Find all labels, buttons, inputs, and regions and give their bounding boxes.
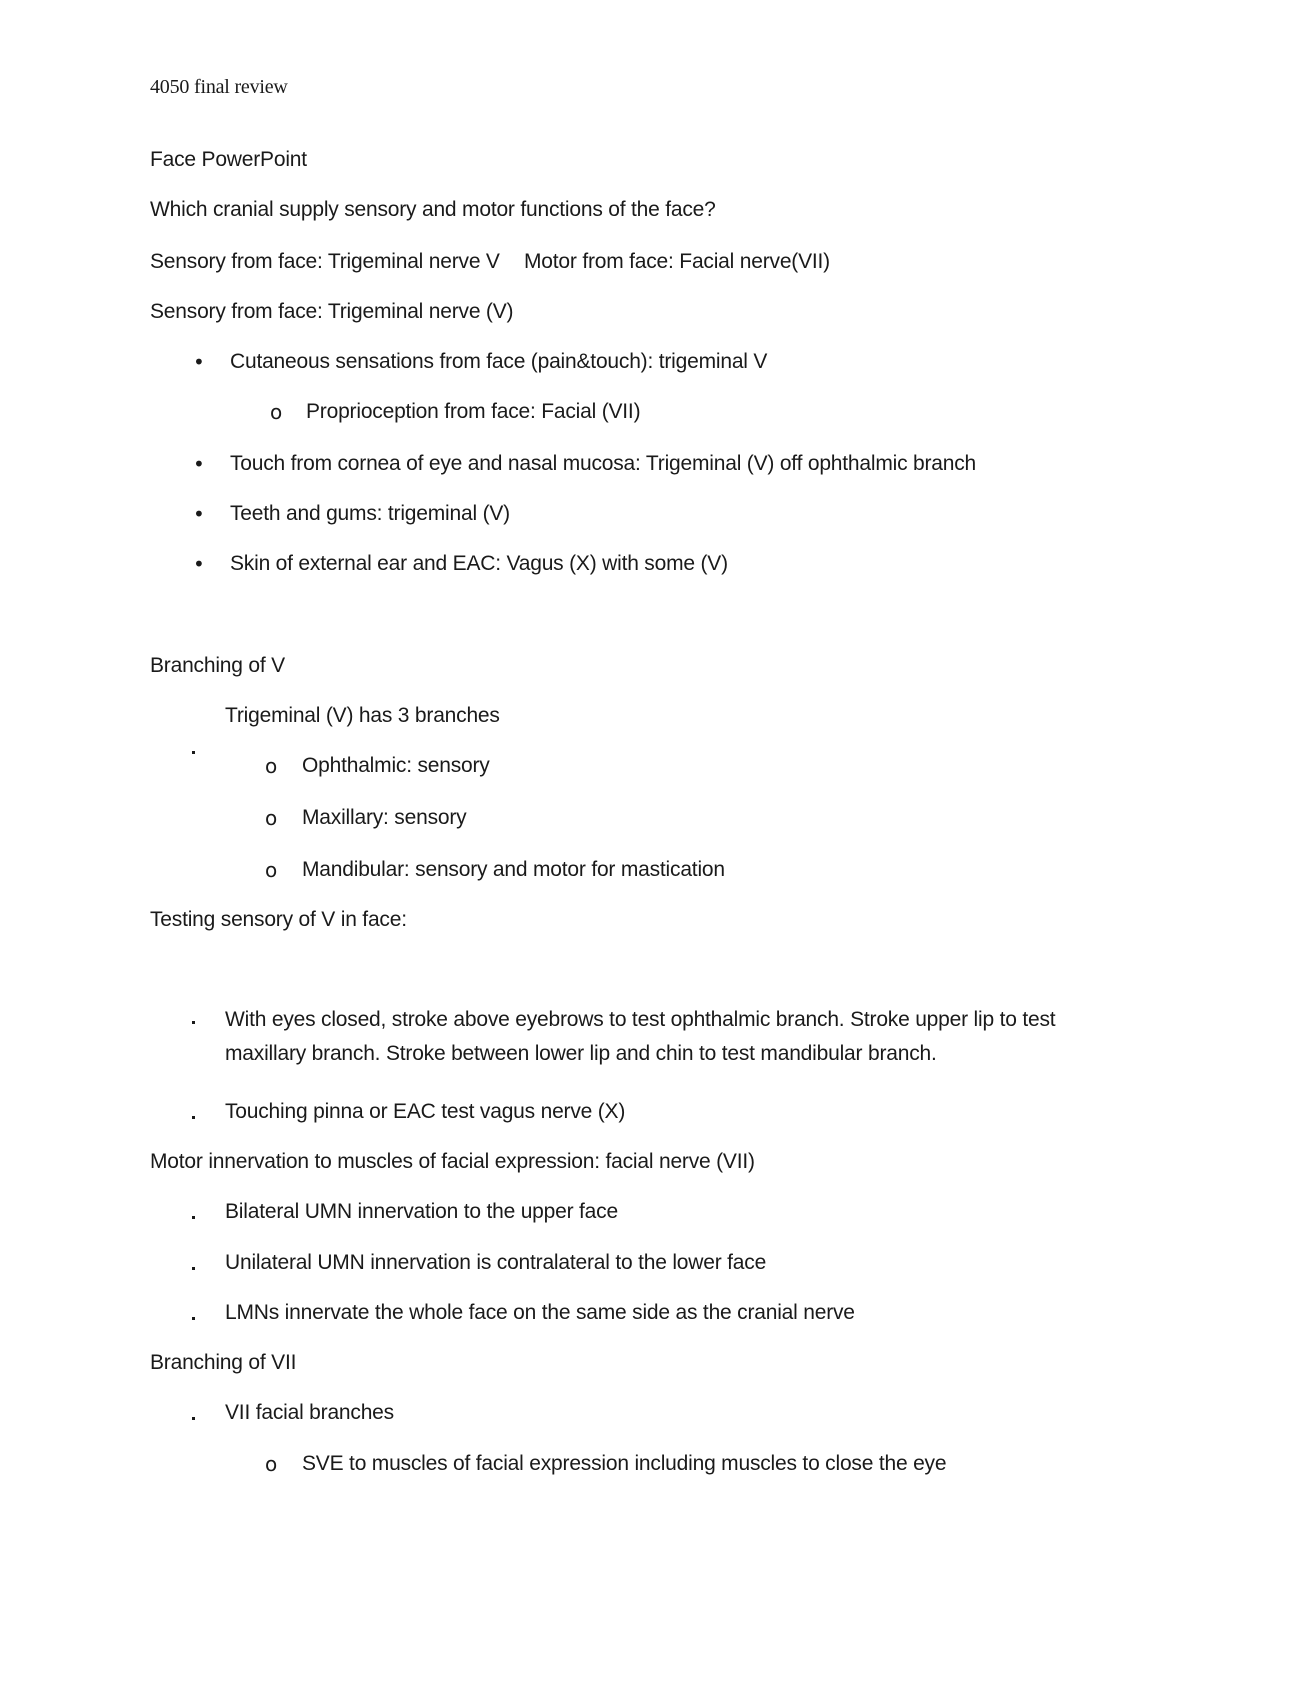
bullet-circle: o [265, 806, 278, 830]
bullet-circle: o [265, 1452, 278, 1476]
bullet-disc: • [193, 452, 205, 476]
list-subitem: Proprioception from face: Facial (VII) [306, 400, 641, 423]
list-subitem: Mandibular: sensory and motor for mastication [302, 858, 725, 881]
list-item: LMNs innervate the whole face on the same side as the cranial nerve [225, 1301, 855, 1324]
summary-motor: Motor from face: Facial nerve(VII) [524, 250, 830, 273]
list-subitem: Ophthalmic: sensory [302, 754, 490, 777]
section-heading-face: Face PowerPoint [150, 148, 307, 171]
bullet-dot [192, 1021, 195, 1024]
list-item: Touching pinna or EAC test vagus nerve (X) [225, 1100, 626, 1123]
bullet-disc: • [193, 350, 205, 374]
branching-v-heading: Branching of V [150, 654, 285, 677]
list-item: Teeth and gums: trigeminal (V) [230, 502, 510, 525]
list-subitem: SVE to muscles of facial expression including muscles to close the eye [302, 1452, 947, 1475]
bullet-disc: • [193, 552, 205, 576]
list-subitem: Maxillary: sensory [302, 806, 467, 829]
question-line: Which cranial supply sensory and motor functions of the face? [150, 198, 716, 221]
bullet-dot [192, 1417, 195, 1420]
bullet-dot [192, 1267, 195, 1270]
bullet-circle: o [265, 754, 278, 778]
summary-sensory: Sensory from face: Trigeminal nerve V [150, 250, 500, 273]
sensory-heading: Sensory from face: Trigeminal nerve (V) [150, 300, 514, 323]
bullet-dot [192, 1116, 195, 1119]
list-item: Trigeminal (V) has 3 branches [225, 704, 500, 727]
bullet-dot [192, 1216, 195, 1219]
bullet-dot [192, 751, 195, 754]
testing-heading: Testing sensory of V in face: [150, 908, 407, 931]
list-item: VII facial branches [225, 1401, 394, 1424]
list-item: Skin of external ear and EAC: Vagus (X) with some (V) [230, 552, 728, 575]
branching-vii-heading: Branching of VII [150, 1351, 297, 1374]
document-header: 4050 final review [150, 76, 288, 98]
bullet-circle: o [270, 400, 283, 424]
list-item: Unilateral UMN innervation is contralateral to the lower face [225, 1251, 767, 1274]
bullet-dot [192, 1317, 195, 1320]
list-item: Touch from cornea of eye and nasal mucosa: Trigeminal (V) off ophthalmic branch [230, 452, 977, 475]
bullet-disc: • [193, 502, 205, 526]
motor-heading: Motor innervation to muscles of facial expression: facial nerve (VII) [150, 1150, 755, 1173]
list-item: Bilateral UMN innervation to the upper face [225, 1200, 618, 1223]
bullet-circle: o [265, 858, 278, 882]
list-item: With eyes closed, stroke above eyebrows to test ophthalmic branch. Stroke upper lip to test maxillary branch. Stroke between lower lip and chin to test mandibular branch. [225, 1008, 1056, 1065]
list-item: Cutaneous sensations from face (pain&touch): trigeminal V [230, 350, 768, 373]
